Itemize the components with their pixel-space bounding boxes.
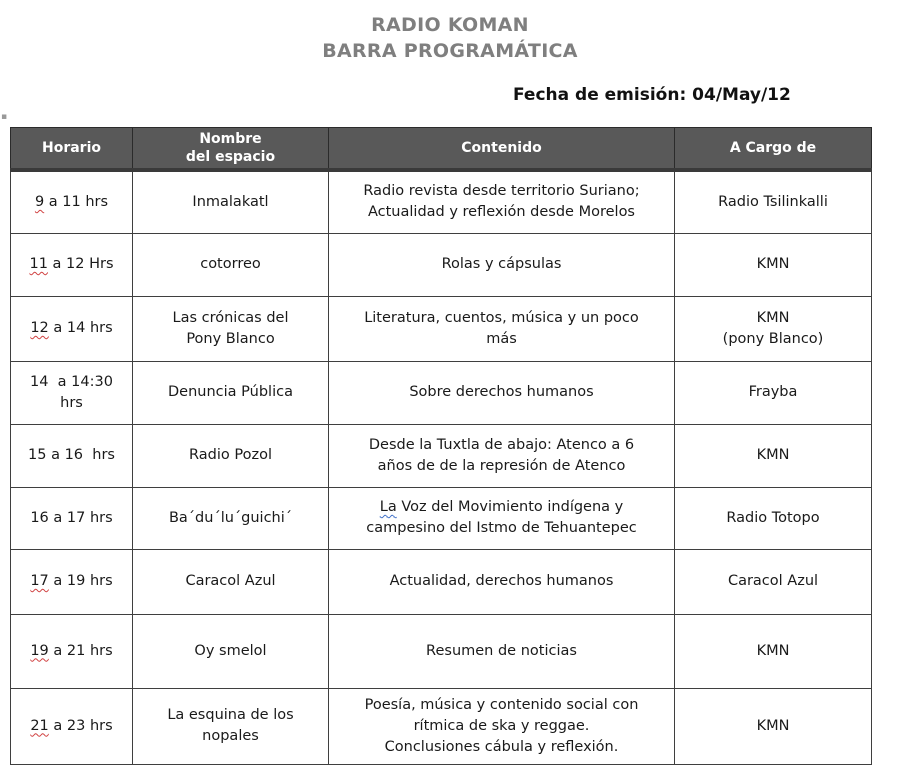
- column-header-horario: Horario: [11, 128, 133, 171]
- table-row: [11, 233, 872, 296]
- cell-nombre: Denuncia Pública: [133, 361, 329, 424]
- contenido-line: más: [486, 330, 517, 347]
- cell-contenido: Rolas y cápsulas: [329, 233, 675, 296]
- cell-contenido: Resumen de noticias: [329, 614, 675, 688]
- horario-end: a 21 hrs: [48, 642, 113, 659]
- contenido-line: [335, 497, 668, 518]
- cell-cargo: Radio Totopo: [675, 487, 872, 549]
- contenido-rest: Voz del Movimiento indígena y: [396, 499, 624, 515]
- column-header-nombre-line1: Nombre: [199, 131, 262, 147]
- contenido-line: Radio revista desde territorio Suriano;: [363, 183, 640, 200]
- horario-start: 12: [30, 320, 49, 336]
- cell-contenido: Sobre derechos humanos: [329, 361, 675, 424]
- horario-end: a 11 hrs: [44, 193, 109, 210]
- nombre-line: Las crónicas del: [172, 309, 289, 326]
- contenido-line: Actualidad y reflexión desde Morelos: [367, 204, 635, 221]
- cell-contenido: [329, 487, 675, 549]
- document-subtitle: BARRA PROGRAMÁTICA: [322, 40, 578, 62]
- cargo-line: (pony Blanco): [722, 330, 824, 347]
- paragraph-mark-icon: ▪: [1, 112, 8, 122]
- cell-nombre: Caracol Azul: [133, 549, 329, 614]
- table-row: [11, 296, 872, 361]
- cell-cargo: Caracol Azul: [675, 549, 872, 614]
- contenido-line: Literatura, cuentos, música y un poco: [364, 309, 639, 326]
- contenido-line: campesino del Istmo de Tehuantepec: [366, 520, 637, 536]
- column-header-contenido: Contenido: [329, 128, 675, 171]
- cell-horario: [11, 549, 133, 614]
- cell-nombre: Oy smelol: [133, 614, 329, 688]
- cell-cargo: KMN: [675, 424, 872, 487]
- contenido-line: Poesía, música y contenido social con: [364, 696, 639, 713]
- cell-nombre: Radio Pozol: [133, 424, 329, 487]
- cell-horario: [11, 614, 133, 688]
- cell-contenido: Actualidad, derechos humanos: [329, 549, 675, 614]
- horario-end: a 23 hrs: [48, 717, 113, 734]
- cell-cargo: KMN: [675, 688, 872, 764]
- cell-nombre: Ba´du´lu´guichi´: [133, 487, 329, 549]
- table-row: [11, 688, 872, 764]
- cell-contenido: [329, 170, 675, 233]
- contenido-line: años de de la represión de Atenco: [377, 457, 626, 474]
- column-header-cargo: A Cargo de: [675, 128, 872, 171]
- cell-horario: 16 a 17 hrs: [11, 487, 133, 549]
- cell-cargo: Radio Tsilinkalli: [675, 170, 872, 233]
- schedule-table: [10, 127, 872, 765]
- cell-cargo: [675, 296, 872, 361]
- cell-contenido: [329, 688, 675, 764]
- horario-start: 19: [30, 642, 49, 659]
- table-row: [11, 487, 872, 549]
- table-row: [11, 614, 872, 688]
- cell-horario: [11, 361, 133, 424]
- contenido-line: Conclusiones cábula y reflexión.: [384, 738, 619, 755]
- table-row: [11, 170, 872, 233]
- cell-nombre: cotorreo: [133, 233, 329, 296]
- horario-line: hrs: [60, 394, 83, 411]
- cell-nombre: [133, 688, 329, 764]
- cell-contenido: [329, 424, 675, 487]
- cell-contenido: [329, 296, 675, 361]
- horario-start: 21: [30, 717, 49, 734]
- cell-cargo: Frayba: [675, 361, 872, 424]
- table-row: [11, 361, 872, 424]
- horario-end: a 12 Hrs: [47, 256, 114, 272]
- table-row: [11, 549, 872, 614]
- nombre-line: nopales: [202, 728, 259, 744]
- nombre-line: Pony Blanco: [186, 330, 275, 347]
- contenido-line: rítmica de ska y reggae.: [413, 717, 590, 734]
- nombre-line: La esquina de los: [167, 707, 294, 723]
- cell-horario: 15 a 16 hrs: [11, 424, 133, 487]
- horario-start: 11: [29, 256, 48, 272]
- contenido-word: La: [379, 499, 397, 515]
- horario-line: 14 a 14:30: [30, 373, 113, 390]
- horario-end: a 14 hrs: [48, 320, 113, 336]
- cell-nombre: Inmalakatl: [133, 170, 329, 233]
- table-row: [11, 424, 872, 487]
- cell-cargo: KMN: [675, 614, 872, 688]
- cell-cargo: KMN: [675, 233, 872, 296]
- cell-horario: [11, 233, 133, 296]
- cell-nombre: [133, 296, 329, 361]
- table-header-row: [11, 128, 872, 171]
- contenido-line: Desde la Tuxtla de abajo: Atenco a 6: [368, 436, 635, 453]
- horario-end: a 19 hrs: [48, 573, 113, 589]
- horario-start: 9: [34, 193, 45, 210]
- column-header-nombre: [133, 128, 329, 171]
- cargo-line: KMN: [756, 309, 790, 326]
- cell-horario: [11, 170, 133, 233]
- column-header-nombre-line2: del espacio: [185, 149, 276, 165]
- cell-horario: [11, 688, 133, 764]
- emission-date: Fecha de emisión: 04/May/12: [513, 85, 791, 105]
- cell-horario: [11, 296, 133, 361]
- horario-start: 17: [30, 573, 49, 589]
- document-title: RADIO KOMAN: [371, 14, 529, 36]
